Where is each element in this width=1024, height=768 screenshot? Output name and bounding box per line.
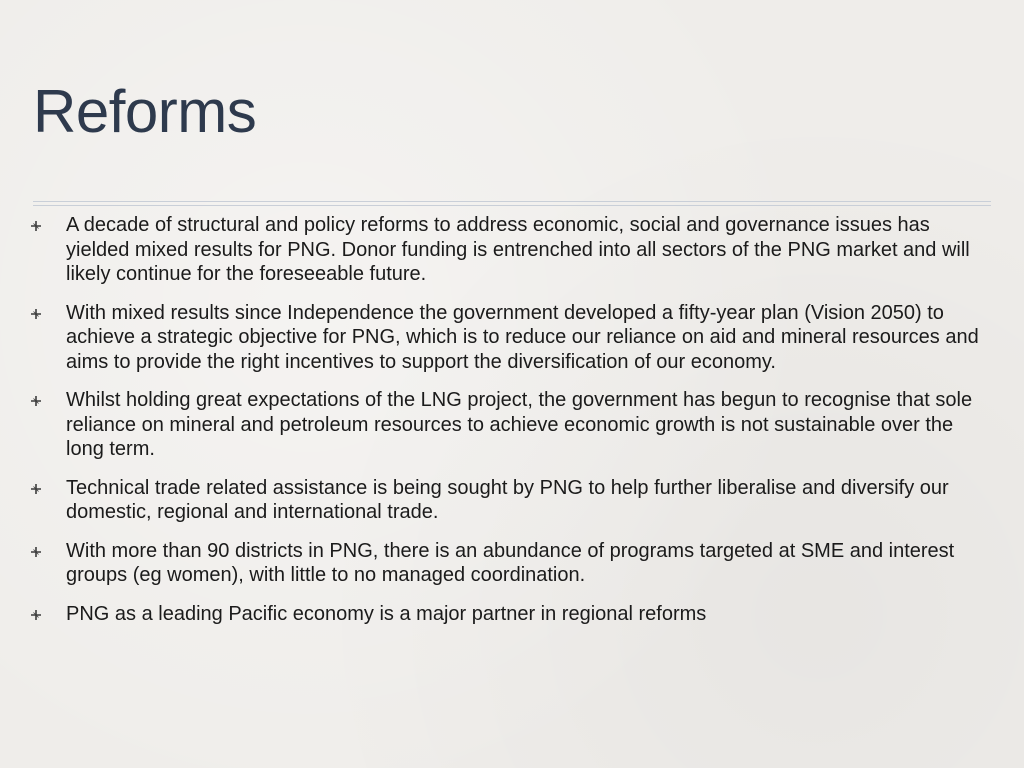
bullet-text: A decade of structural and policy reforms to address economic, social and governance issues has yielded mixed results for PNG. Donor funding is entrenched into all sectors of the PNG market and will likely continue for the foreseeable future. (66, 214, 970, 285)
bullet-item (30, 539, 990, 588)
cross-bullet-icon (30, 609, 42, 621)
bullet-text: With mixed results since Independence the government developed a fifty-year plan (Vision 2050) to achieve a strategic objective for PNG, which is to reduce our reliance on aid and mineral resources and aims to provide the right incentives to support the diversification of our economy. (66, 301, 979, 373)
cross-bullet-icon (30, 308, 42, 320)
bullet-item (30, 301, 990, 375)
cross-bullet-icon (30, 483, 42, 495)
bullet-text: With more than 90 districts in PNG, there is an abundance of programs targeted at SME and interest groups (eg women), with little to no managed coordination. (66, 539, 955, 586)
bullet-list (30, 213, 990, 640)
bullet-item (30, 602, 990, 627)
cross-bullet-icon (30, 395, 42, 407)
bullet-text: PNG as a leading Pacific economy is a major partner in regional reforms (66, 602, 707, 625)
bullet-item (30, 388, 990, 462)
cross-bullet-icon (30, 220, 42, 232)
bullet-text: Technical trade related assistance is being sought by PNG to help further liberalise and diversify our domestic, regional and international trade. (66, 476, 949, 523)
bullet-item (30, 213, 990, 287)
slide-title: Reforms (33, 78, 257, 146)
bullet-text: Whilst holding great expectations of the LNG project, the government has begun to recognise that sole reliance on mineral and petroleum resources to achieve economic growth is not sustainable over the long term. (66, 389, 973, 460)
bullet-item (30, 476, 990, 525)
cross-bullet-icon (30, 546, 42, 558)
title-divider (33, 201, 991, 206)
